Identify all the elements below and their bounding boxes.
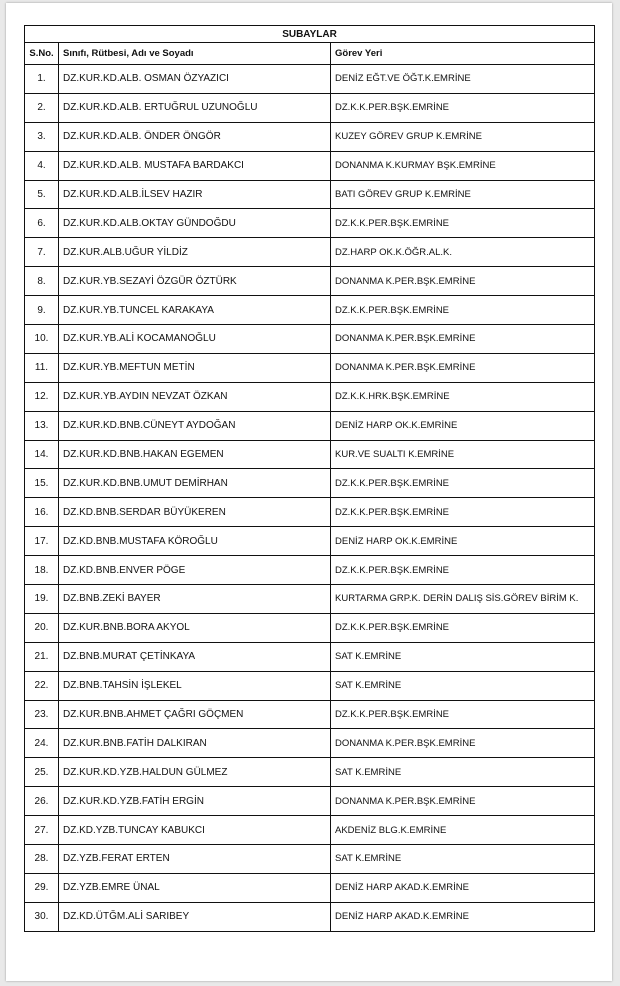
table-row [25,469,595,498]
row-name: DZ.KD.BNB.MUSTAFA KÖROĞLU [59,527,331,556]
row-name: DZ.BNB.MURAT ÇETİNKAYA [59,642,331,671]
row-duty: DZ.K.K.PER.BŞK.EMRİNE [331,498,595,527]
table-row [25,296,595,325]
table-row [25,209,595,238]
table-row [25,671,595,700]
row-name: DZ.KD.BNB.ENVER PÖGE [59,556,331,585]
row-name: DZ.KUR.KD.BNB.UMUT DEMİRHAN [59,469,331,498]
document-page [6,3,612,981]
row-name: DZ.KD.YZB.TUNCAY KABUKCI [59,816,331,845]
table-row [25,498,595,527]
row-number: 20. [25,613,59,642]
row-name: DZ.KUR.YB.ALİ KOCAMANOĞLU [59,325,331,354]
row-name: DZ.KUR.KD.ALB. ÖNDER ÖNGÖR [59,122,331,151]
table-row [25,527,595,556]
row-number: 14. [25,440,59,469]
row-name: DZ.KUR.YB.TUNCEL KARAKAYA [59,296,331,325]
table-row [25,180,595,209]
row-number: 18. [25,556,59,585]
row-duty: AKDENİZ BLG.K.EMRİNE [331,816,595,845]
row-duty: DZ.K.K.PER.BŞK.EMRİNE [331,613,595,642]
row-number: 16. [25,498,59,527]
row-number: 8. [25,267,59,296]
row-duty: DONANMA K.PER.BŞK.EMRİNE [331,729,595,758]
row-name: DZ.KUR.KD.YZB.HALDUN GÜLMEZ [59,758,331,787]
row-number: 9. [25,296,59,325]
row-duty: KURTARMA GRP.K. DERİN DALIŞ SİS.GÖREV BİRİM K. [331,585,595,614]
row-duty: DONANMA K.PER.BŞK.EMRİNE [331,325,595,354]
row-name: DZ.KD.ÜTĞM.ALİ SARIBEY [59,902,331,931]
row-number: 24. [25,729,59,758]
row-duty: SAT K.EMRİNE [331,845,595,874]
row-number: 17. [25,527,59,556]
row-number: 29. [25,873,59,902]
row-number: 7. [25,238,59,267]
table-row [25,267,595,296]
row-duty: DENİZ EĞT.VE ÖĞT.K.EMRİNE [331,65,595,94]
row-name: DZ.KUR.KD.YZB.FATİH ERGİN [59,787,331,816]
row-name: DZ.KUR.YB.MEFTUN METİN [59,353,331,382]
table-row [25,816,595,845]
row-name: DZ.KUR.KD.ALB. MUSTAFA BARDAKCI [59,151,331,180]
row-number: 28. [25,845,59,874]
table-row [25,440,595,469]
table-row [25,642,595,671]
row-name: DZ.KUR.KD.BNB.HAKAN EGEMEN [59,440,331,469]
table-row [25,556,595,585]
row-duty: DONANMA K.PER.BŞK.EMRİNE [331,353,595,382]
row-duty: DENİZ HARP AKAD.K.EMRİNE [331,902,595,931]
row-number: 1. [25,65,59,94]
row-name: DZ.KUR.BNB.AHMET ÇAĞRI GÖÇMEN [59,700,331,729]
table-row [25,325,595,354]
table-row [25,700,595,729]
header-no: S.No. [25,43,59,65]
row-duty: DZ.K.K.PER.BŞK.EMRİNE [331,296,595,325]
row-duty: KUZEY GÖREV GRUP K.EMRİNE [331,122,595,151]
table-title: SUBAYLAR [25,26,595,43]
table-body [25,65,595,932]
table-row [25,122,595,151]
header-duty: Görev Yeri [331,43,595,65]
row-duty: DZ.K.K.PER.BŞK.EMRİNE [331,469,595,498]
row-duty: DZ.K.K.HRK.BŞK.EMRİNE [331,382,595,411]
table-title-row [25,26,595,43]
row-number: 5. [25,180,59,209]
row-duty: DENİZ HARP AKAD.K.EMRİNE [331,873,595,902]
table-row [25,93,595,122]
table-row [25,65,595,94]
row-name: DZ.KUR.ALB.UĞUR YİLDİZ [59,238,331,267]
row-number: 19. [25,585,59,614]
row-name: DZ.KUR.KD.ALB. ERTUĞRUL UZUNOĞLU [59,93,331,122]
row-duty: DONANMA K.PER.BŞK.EMRİNE [331,267,595,296]
row-number: 10. [25,325,59,354]
row-number: 25. [25,758,59,787]
row-number: 2. [25,93,59,122]
row-number: 30. [25,902,59,931]
row-name: DZ.KD.BNB.SERDAR BÜYÜKEREN [59,498,331,527]
row-duty: DZ.HARP OK.K.ÖĞR.AL.K. [331,238,595,267]
row-duty: DZ.K.K.PER.BŞK.EMRİNE [331,93,595,122]
row-number: 15. [25,469,59,498]
row-number: 12. [25,382,59,411]
table-row [25,902,595,931]
table-row [25,845,595,874]
row-duty: DZ.K.K.PER.BŞK.EMRİNE [331,700,595,729]
row-number: 22. [25,671,59,700]
row-name: DZ.KUR.KD.ALB.İLSEV HAZIR [59,180,331,209]
row-number: 27. [25,816,59,845]
row-duty: KUR.VE SUALTI K.EMRİNE [331,440,595,469]
row-number: 6. [25,209,59,238]
row-name: DZ.YZB.EMRE ÜNAL [59,873,331,902]
row-name: DZ.KUR.KD.ALB.OKTAY GÜNDOĞDU [59,209,331,238]
table-row [25,585,595,614]
row-duty: DENİZ HARP OK.K.EMRİNE [331,527,595,556]
table-row [25,873,595,902]
row-number: 21. [25,642,59,671]
row-duty: SAT K.EMRİNE [331,642,595,671]
table-row [25,353,595,382]
row-duty: DZ.K.K.PER.BŞK.EMRİNE [331,556,595,585]
header-name: Sınıfı, Rütbesi, Adı ve Soyadı [59,43,331,65]
table-row [25,758,595,787]
row-duty: SAT K.EMRİNE [331,758,595,787]
row-name: DZ.KUR.BNB.FATİH DALKIRAN [59,729,331,758]
row-duty: BATI GÖREV GRUP K.EMRİNE [331,180,595,209]
table-row [25,411,595,440]
row-number: 4. [25,151,59,180]
row-number: 11. [25,353,59,382]
table-row [25,238,595,267]
row-number: 13. [25,411,59,440]
row-name: DZ.KUR.YB.AYDIN NEVZAT ÖZKAN [59,382,331,411]
row-number: 23. [25,700,59,729]
row-name: DZ.BNB.ZEKİ BAYER [59,585,331,614]
row-duty: DONANMA K.KURMAY BŞK.EMRİNE [331,151,595,180]
row-number: 26. [25,787,59,816]
row-name: DZ.KUR.KD.BNB.CÜNEYT AYDOĞAN [59,411,331,440]
table-header-row [25,43,595,65]
row-duty: DONANMA K.PER.BŞK.EMRİNE [331,787,595,816]
row-duty: DENİZ HARP OK.K.EMRİNE [331,411,595,440]
row-number: 3. [25,122,59,151]
table-row [25,382,595,411]
table-row [25,151,595,180]
row-name: DZ.YZB.FERAT ERTEN [59,845,331,874]
table-row [25,787,595,816]
row-duty: DZ.K.K.PER.BŞK.EMRİNE [331,209,595,238]
row-duty: SAT K.EMRİNE [331,671,595,700]
table-row [25,729,595,758]
row-name: DZ.BNB.TAHSİN İŞLEKEL [59,671,331,700]
row-name: DZ.KUR.BNB.BORA AKYOL [59,613,331,642]
table-row [25,613,595,642]
officer-table [24,25,595,932]
row-name: DZ.KUR.KD.ALB. OSMAN ÖZYAZICI [59,65,331,94]
row-name: DZ.KUR.YB.SEZAYİ ÖZGÜR ÖZTÜRK [59,267,331,296]
